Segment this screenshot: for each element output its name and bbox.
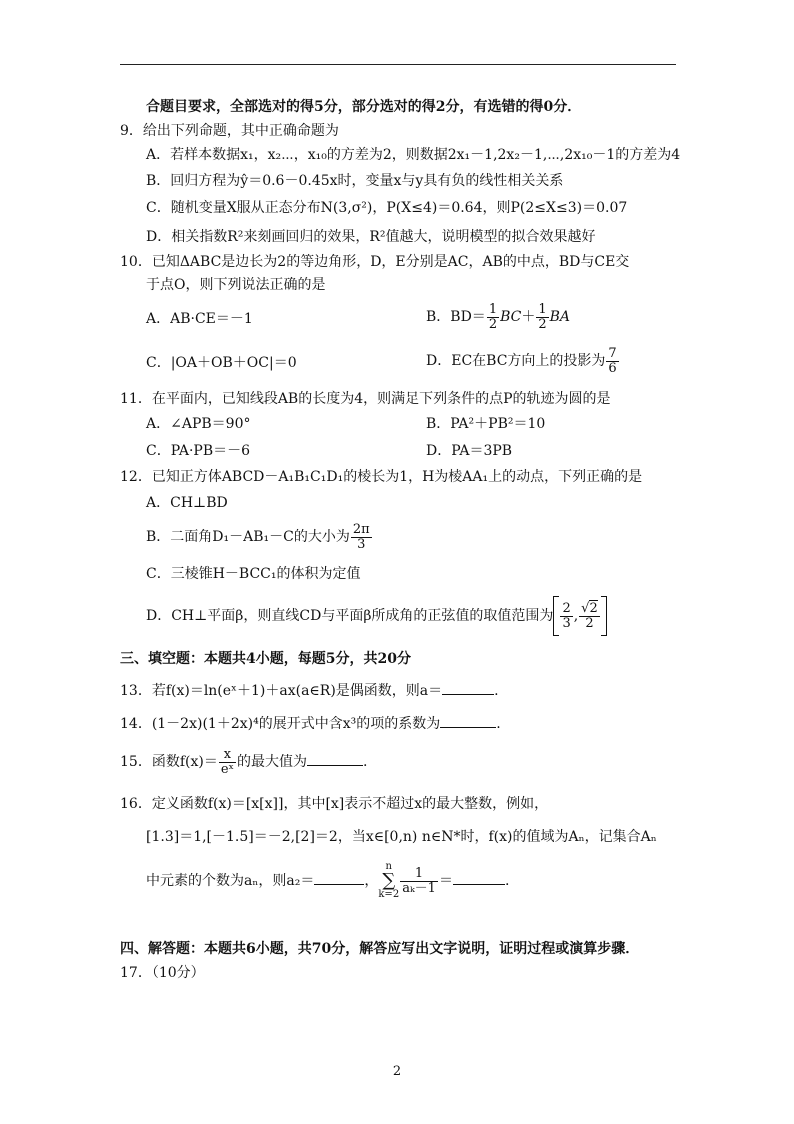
q16-equals: ＝	[438, 873, 453, 889]
q16-answer-blank-2[interactable]	[453, 870, 505, 885]
q13	[120, 680, 499, 700]
q11-option-b: B．PA²＋PB²＝10	[426, 416, 546, 432]
q14-answer-blank[interactable]	[440, 713, 496, 728]
q9-stem: 9．给出下列命题，其中正确命题为	[120, 123, 339, 139]
q12-option-d-text: D．CH⊥平面β，则直线CD与平面β所成角的正弦值的取值范围为	[146, 608, 554, 624]
fraction-root2-over-2: $\frac{√2}{2}$	[581, 600, 598, 631]
fraction-seven-sixths: $\frac{7}{6}$	[608, 345, 617, 376]
q10-option-d	[426, 346, 620, 376]
q11-stem: 11．在平面内，已知线段AB的长度为4，则满足下列条件的点P的轨迹为圆的是	[120, 391, 611, 407]
q14	[120, 713, 501, 733]
fraction-x-over-ex: $\frac{x}{\text{eˣ}}$	[220, 746, 235, 777]
q14-end: .	[496, 716, 501, 732]
q15-text-mid: 的最大值为	[237, 754, 308, 770]
summation-sign: n ∑ k=2	[378, 861, 400, 900]
q10-option-c: C．|OA＋OB＋OC|＝0	[146, 355, 297, 371]
fraction-two-pi-thirds: $\frac{2\pi}{3}$	[352, 521, 370, 552]
fraction-half-2: $\frac{1}{2}$	[538, 301, 547, 332]
q12-option-b	[146, 521, 373, 553]
q9-option-c: C．随机变量X服从正态分布N(3,σ²)，P(X≤4)＝0.64，则P(2≤X≤3)＝0.07	[146, 200, 628, 216]
q17-heading: 17．（10分）	[120, 965, 205, 981]
q11-option-a: A．∠APB＝90°	[146, 416, 251, 432]
q16-line1: 16．定义函数f(x)＝[x[x]]，其中[x]表示不超过x的最大整数，例如，	[120, 796, 549, 812]
q11-option-c: C．PA·PB＝－6	[146, 443, 251, 459]
q10-option-a: A．AB·CE＝－1	[146, 311, 253, 327]
q15	[120, 745, 367, 779]
q10-stem-line1: 10．已知ΔABC是边长为2的等边角形，D，E分别是AC，AB的中点，BD与CE交	[120, 254, 630, 270]
q9-option-b: B．回归方程为ŷ＝0.6－0.45x时，变量x与y具有负的线性相关关系	[146, 173, 564, 189]
q16-line2: [1.3]＝1,[－1.5]＝－2,[2]＝2，当x∈[0,n) n∈N*时，f(x)的值域为Aₙ，记集合Aₙ	[146, 829, 657, 845]
instructions-intro: 合题目要求，全部选对的得5分，部分选对的得2分，有选错的得0分．	[146, 99, 582, 115]
q15-answer-blank[interactable]	[307, 751, 363, 766]
q10-stem-line2: 于点O，则下列说法正确的是	[146, 277, 326, 293]
section-3-heading: 三、填空题：本题共4小题，每题5分，共20分	[120, 651, 411, 667]
q12-stem: 12．已知正方体ABCD－A₁B₁C₁D₁的棱长为1，H为棱AA₁上的动点，下列正确的是	[120, 469, 643, 485]
q14-text: 14．(1－2x)(1＋2x)⁴的展开式中含x³的项的系数为	[120, 716, 441, 732]
fraction-one-over-ak-minus-1: $\frac{1}{\text{aₖ－1}}$	[402, 865, 436, 896]
q9-option-d: D．相关指数R²来刻画回归的效果，R²值越大，说明模型的拟合效果越好	[146, 229, 596, 245]
q15-end: .	[363, 754, 368, 770]
q12-option-c: C．三棱锥H－BCC₁的体积为定值	[146, 566, 361, 582]
q16-answer-blank-1[interactable]	[314, 870, 364, 885]
header-rule	[120, 64, 676, 65]
q16-end: .	[504, 873, 510, 889]
q15-text: 15．函数f(x)＝	[120, 754, 218, 770]
q16-line3-text: 中元素的个数为aₙ，则a₂＝	[146, 873, 315, 889]
fraction-two-thirds: $\frac{2}{3}$	[562, 600, 571, 631]
q13-answer-blank[interactable]	[442, 680, 494, 695]
q12-option-a: A．CH⊥BD	[146, 495, 228, 511]
page-number: 2	[392, 1064, 402, 1079]
q10-option-d-text: D．EC在BC方向上的投影为	[426, 353, 606, 369]
section-4-heading: 四、解答题：本题共6小题，共70分，解答应写出文字说明，证明过程或演算步骤．	[120, 941, 640, 957]
q13-end: .	[494, 683, 499, 699]
q9-option-a: A．若样本数据x₁，x₂⋯，x₁₀的方差为2，则数据2x₁－1,2x₂－1,⋯,2x₁₀－1的方差为4	[146, 147, 681, 163]
right-bracket	[601, 596, 607, 636]
q16-comma: ，	[364, 873, 379, 889]
q12-option-b-text: B．二面角D₁－AB₁－C的大小为	[146, 529, 350, 545]
q12-option-d: D．CH⊥平面β，则直线CD与平面β所成角的正弦值的取值范围为 $\frac{2}{3}$ , $\frac{√2}{2}$	[146, 596, 607, 636]
q11-option-d: D．PA＝3PB	[426, 443, 513, 459]
q10-option-b: B．BD＝ $\frac{1}{2}$ BC＋ $\frac{1}{2}$ BA	[426, 301, 571, 332]
q10-option-b-text: B．BD＝	[426, 309, 486, 325]
q16-line3	[146, 862, 509, 900]
left-bracket	[553, 596, 559, 636]
fraction-half: $\frac{1}{2}$	[488, 301, 498, 332]
q13-text: 13．若f(x)＝ln(eˣ＋1)＋ax(a∈R)是偶函数，则a＝	[120, 683, 443, 699]
